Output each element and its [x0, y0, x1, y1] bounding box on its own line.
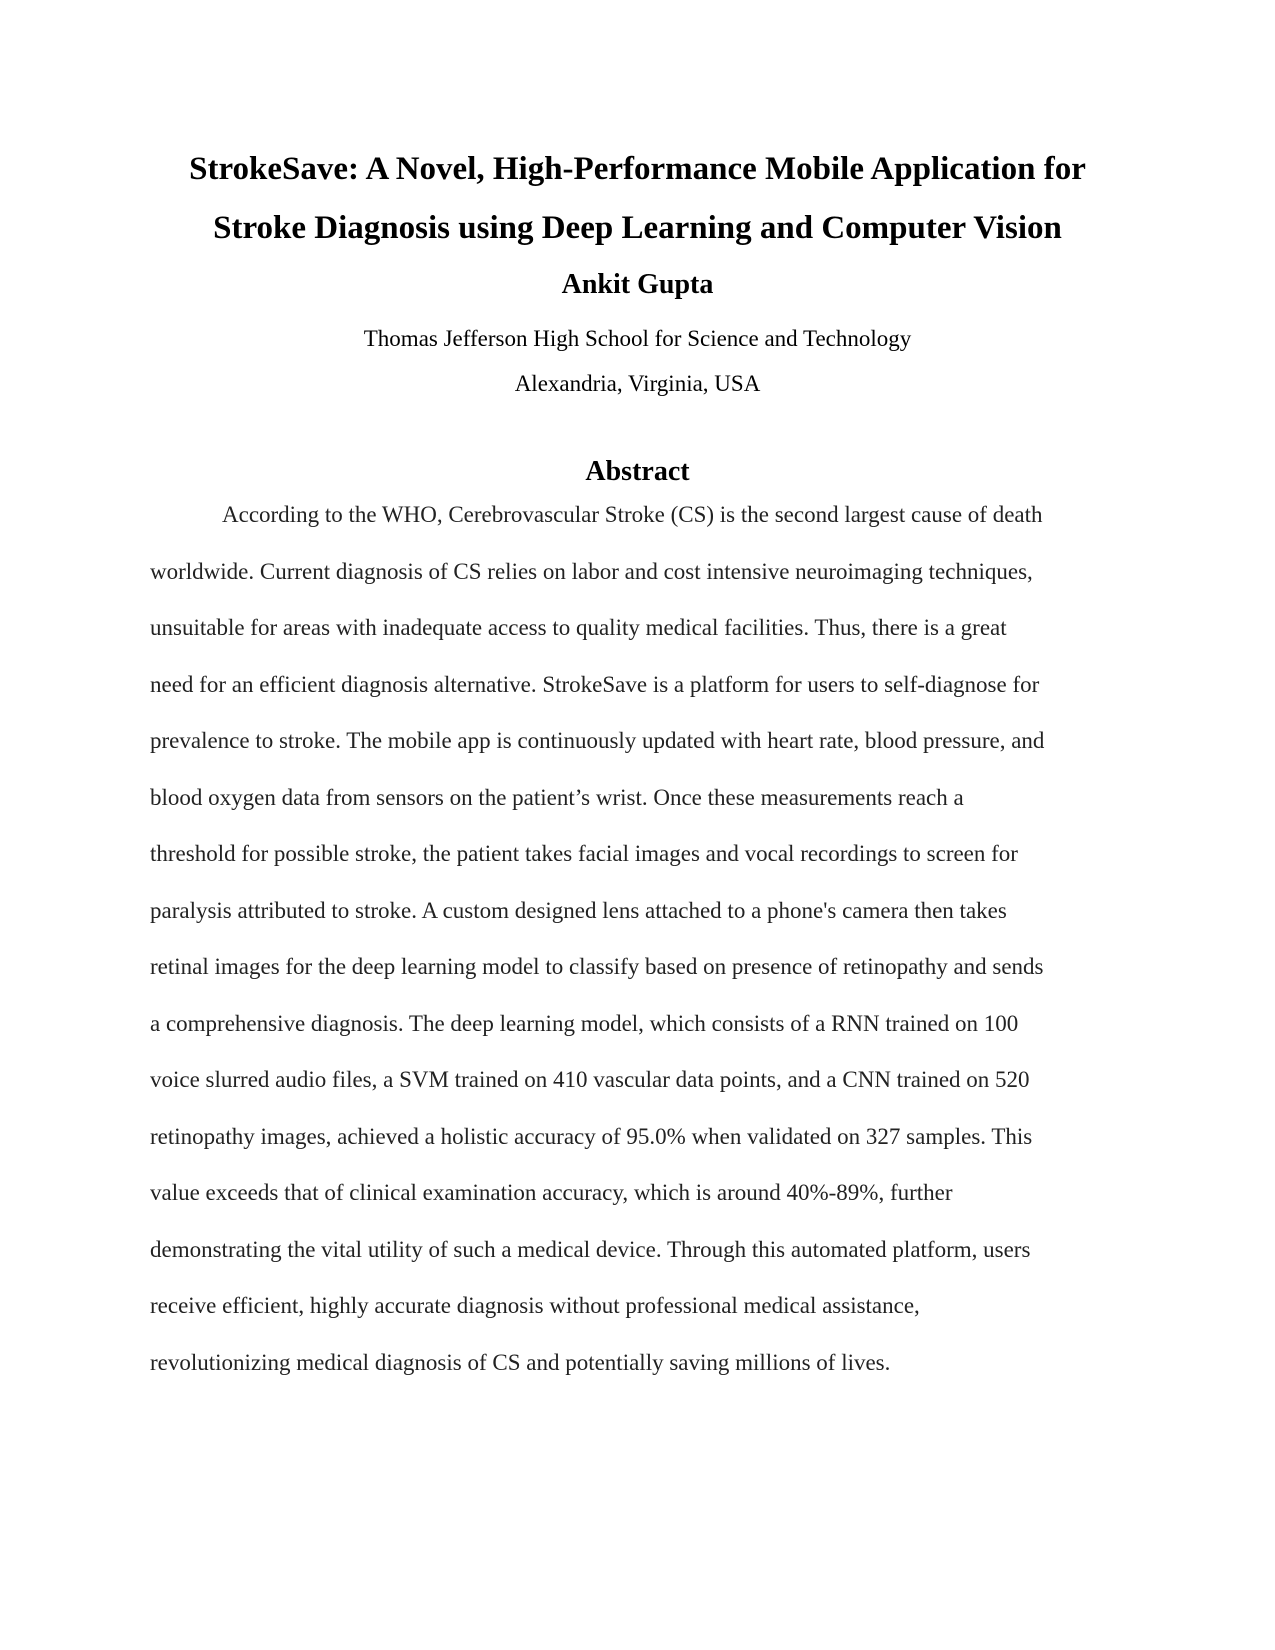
- abstract-line: unsuitable for areas with inadequate access to quality medical facilities. Thus, there is a great: [150, 615, 1007, 640]
- abstract-line: According to the WHO, Cerebrovascular Stroke (CS) is the second largest cause of death: [222, 502, 1043, 527]
- affiliation: [150, 316, 1125, 406]
- paper-title: [150, 140, 1125, 258]
- author-name: Ankit Gupta: [561, 269, 714, 300]
- affiliation-institution: Thomas Jefferson High School for Science and Technology: [363, 326, 912, 351]
- title-line-2: Stroke Diagnosis using Deep Learning and Computer Vision: [213, 210, 1062, 246]
- affiliation-location: Alexandria, Virginia, USA: [514, 371, 761, 396]
- abstract-line: a comprehensive diagnosis. The deep learning model, which consists of a RNN trained on 100: [150, 1010, 1019, 1036]
- abstract-line: value exceeds that of clinical examination accuracy, which is around 40%-89%, further: [150, 1180, 953, 1205]
- abstract-line: paralysis attributed to stroke. A custom designed lens attached to a phone's camera then takes: [150, 897, 1007, 923]
- abstract-line: revolutionizing medical diagnosis of CS and potentially saving millions of lives.: [150, 1349, 891, 1375]
- abstract-line: worldwide. Current diagnosis of CS relies on labor and cost intensive neuroimaging techniques,: [150, 558, 1033, 584]
- abstract-line: retinopathy images, achieved a holistic accuracy of 95.0% when validated on 327 samples. This: [150, 1123, 1033, 1149]
- abstract-line: retinal images for the deep learning model to classify based on presence of retinopathy and sends: [150, 954, 1044, 979]
- abstract-line: threshold for possible stroke, the patient takes facial images and vocal recordings to screen for: [150, 841, 1018, 866]
- abstract-line: receive efficient, highly accurate diagnosis without professional medical assistance,: [150, 1293, 920, 1318]
- abstract-line: need for an efficient diagnosis alternative. StrokeSave is a platform for users to self-diagnose for: [150, 671, 1040, 697]
- title-line-1: StrokeSave: A Novel, High-Performance Mobile Application for: [189, 151, 1086, 187]
- abstract-line: blood oxygen data from sensors on the patient’s wrist. Once these measurements reach a: [150, 784, 964, 810]
- abstract-heading: Abstract: [585, 456, 690, 487]
- abstract-line: demonstrating the vital utility of such a medical device. Through this automated platform, users: [150, 1236, 1031, 1262]
- abstract-line: voice slurred audio files, a SVM trained on 410 vascular data points, and a CNN trained on 520: [150, 1067, 1030, 1092]
- abstract-line: prevalence to stroke. The mobile app is continuously updated with heart rate, blood pressure, and: [150, 728, 1045, 753]
